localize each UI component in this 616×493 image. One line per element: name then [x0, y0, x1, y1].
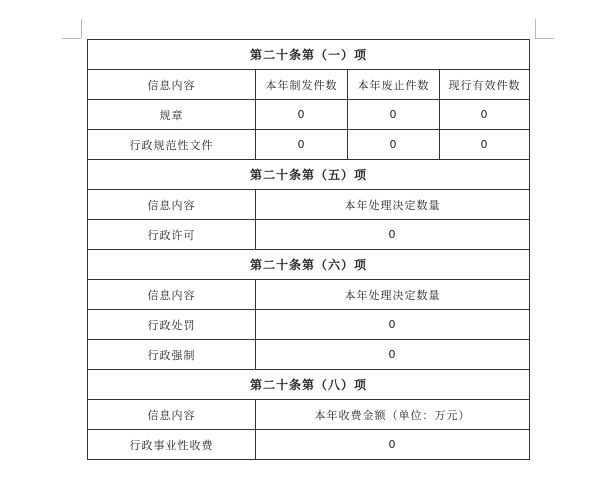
row-value: 0: [256, 310, 530, 340]
column-header-row: [88, 190, 530, 220]
header-cell: 信息内容: [88, 190, 256, 220]
section-header-row: [88, 250, 530, 280]
header-cell: 信息内容: [88, 280, 256, 310]
crop-mark-top-left-horizontal: [62, 38, 81, 39]
row-value: 0: [256, 340, 530, 370]
table-row: [88, 340, 530, 370]
crop-mark-top-right-vertical: [535, 19, 536, 38]
column-header-row: [88, 400, 530, 430]
table-row: [88, 220, 530, 250]
table-row: [88, 130, 530, 160]
crop-mark-top-left-vertical: [81, 19, 82, 38]
row-value: 0: [440, 130, 530, 160]
section-header-row: [88, 40, 530, 70]
section-header-row: [88, 160, 530, 190]
row-value: 0: [256, 100, 348, 130]
header-cell: 信息内容: [88, 400, 256, 430]
header-cell: 本年处理决定数量: [256, 280, 530, 310]
row-value: 0: [256, 220, 530, 250]
row-value: 0: [440, 100, 530, 130]
row-label: 行政强制: [88, 340, 256, 370]
table-row: [88, 310, 530, 340]
row-value: 0: [256, 430, 530, 460]
row-label: 规章: [88, 100, 256, 130]
header-cell: 本年收费金额（单位：万元）: [256, 400, 530, 430]
column-header-row: [88, 280, 530, 310]
section-title: 第二十条第（八）项: [88, 370, 530, 400]
section-title: 第二十条第（五）项: [88, 160, 530, 190]
row-label: 行政规范性文件: [88, 130, 256, 160]
row-value: 0: [348, 100, 440, 130]
header-cell: 本年制发件数: [256, 70, 348, 100]
table-row: [88, 430, 530, 460]
section-header-row: [88, 370, 530, 400]
disclosure-table: [87, 39, 530, 460]
header-cell: 现行有效件数: [440, 70, 530, 100]
row-label: 行政许可: [88, 220, 256, 250]
header-cell: 本年废止件数: [348, 70, 440, 100]
row-value: 0: [348, 130, 440, 160]
header-cell: 信息内容: [88, 70, 256, 100]
row-label: 行政事业性收费: [88, 430, 256, 460]
header-cell: 本年处理决定数量: [256, 190, 530, 220]
section-title: 第二十条第（六）项: [88, 250, 530, 280]
crop-mark-top-right-horizontal: [535, 38, 554, 39]
table-row: [88, 100, 530, 130]
column-header-row: [88, 70, 530, 100]
row-value: 0: [256, 130, 348, 160]
section-title: 第二十条第（一）项: [88, 40, 530, 70]
row-label: 行政处罚: [88, 310, 256, 340]
